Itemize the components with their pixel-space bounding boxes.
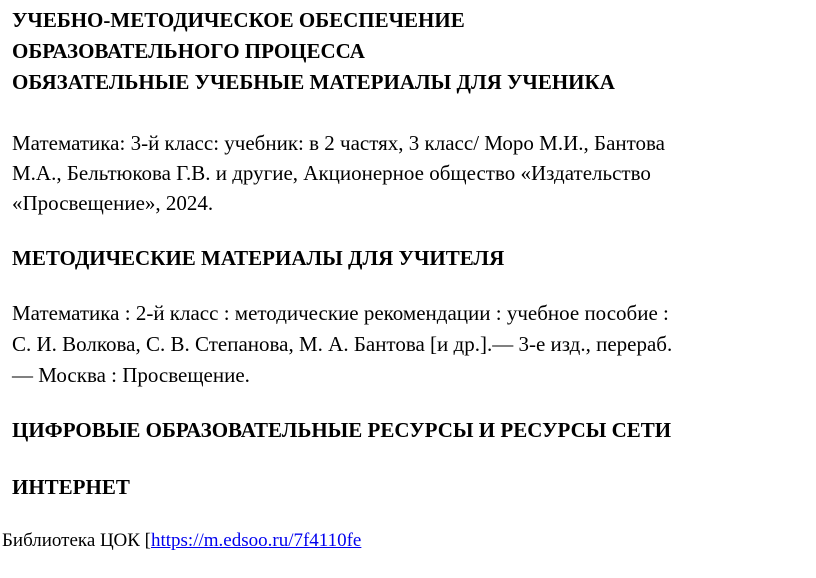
heading-line-1: УЧЕБНО-МЕТОДИЧЕСКОЕ ОБЕСПЕЧЕНИЕ [12, 8, 465, 32]
teacher-materials-line-1: Математика : 2-й класс : методические рекомендации : учебное пособие : [12, 301, 669, 325]
student-materials-line-2: М.А., Бельтюкова Г.В. и другие, Акционерное общество «Издательство [12, 161, 651, 185]
student-materials-heading: ОБЯЗАТЕЛЬНЫЕ УЧЕБНЫЕ МАТЕРИАЛЫ ДЛЯ УЧЕНИКА [12, 70, 615, 94]
digital-resources-heading-line-1: ЦИФРОВЫЕ ОБРАЗОВАТЕЛЬНЫЕ РЕСУРСЫ И РЕСУРСЫ СЕТИ [12, 418, 672, 442]
library-label: Библиотека ЦОК [ [2, 530, 151, 551]
teacher-materials-line-3: — Москва : Просвещение. [12, 363, 250, 387]
teacher-materials-line-2: С. И. Волкова, С. В. Степанова, М. А. Бантова [и др.].— 3-е изд., перераб. [12, 332, 673, 356]
student-materials-line-3: «Просвещение», 2024. [12, 191, 214, 215]
library-link[interactable]: https://m.edsoo.ru/7f4110fe [150, 530, 362, 551]
library-line [2, 528, 361, 554]
student-materials-line-1: Математика: 3-й класс: учебник: в 2 частях, 3 класс/ Моро М.И., Бантова [12, 131, 665, 155]
digital-resources-heading-line-2: ИНТЕРНЕТ [12, 475, 130, 499]
teacher-materials-heading: МЕТОДИЧЕСКИЕ МАТЕРИАЛЫ ДЛЯ УЧИТЕЛЯ [12, 246, 505, 270]
heading-line-2: ОБРАЗОВАТЕЛЬНОГО ПРОЦЕССА [12, 39, 365, 63]
